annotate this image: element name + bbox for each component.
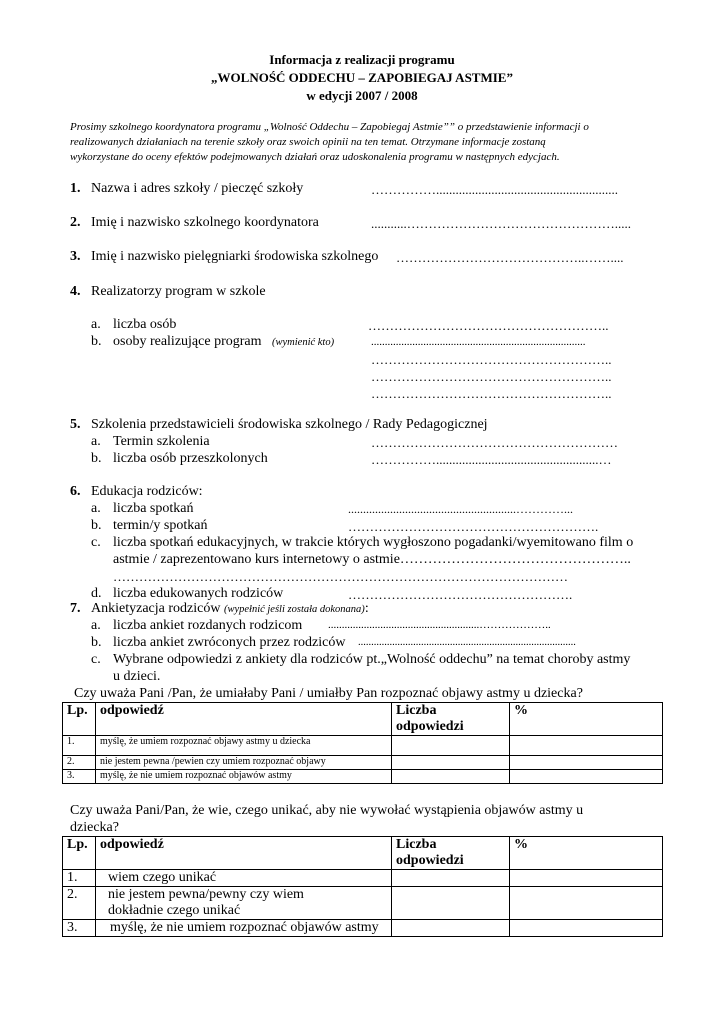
- cell-answer: myślę, że nie umiem rozpoznać objawów astmy: [96, 770, 392, 784]
- q7-label-text: Ankietyzacja rodziców: [91, 601, 221, 616]
- q4b-answer-field[interactable]: ………………………………………………..: [371, 386, 612, 401]
- cell-percent[interactable]: [510, 920, 663, 937]
- q6-number: 6.: [70, 484, 81, 499]
- cell-count[interactable]: [392, 870, 510, 887]
- q3-label: Imię i nazwisko pielęgniarki środowiska szkolnego: [91, 249, 379, 264]
- cell-answer: nie jestem pewna /pewien czy umiem rozpoznać objawy: [96, 756, 392, 770]
- table-row: [63, 920, 663, 937]
- q4b-note: (wymienić kto): [272, 337, 335, 348]
- q7-label: [91, 601, 369, 617]
- table-row: [63, 736, 663, 756]
- col-header-percent: %: [510, 837, 663, 870]
- q5b-answer-field[interactable]: ……………..................................................…: [371, 452, 612, 467]
- cell-answer: myślę, że umiem rozpoznać objawy astmy u dziecka: [96, 736, 392, 756]
- q7c-letter: c.: [91, 652, 101, 667]
- q7b-label: liczba ankiet zwróconych przez rodziców: [113, 635, 346, 650]
- intro-paragraph: [70, 120, 656, 165]
- q5b-letter: b.: [91, 451, 102, 466]
- table2: [62, 836, 663, 937]
- cell-percent[interactable]: [510, 770, 663, 784]
- q7-note: (wypełnić jeśli została dokonana): [223, 604, 365, 615]
- q4b-letter: b.: [91, 334, 102, 349]
- table2-question-line: dziecka?: [70, 820, 119, 835]
- q5a-letter: a.: [91, 434, 101, 449]
- cell-percent[interactable]: [510, 736, 663, 756]
- q4b-label: osoby realizujące program: [113, 334, 262, 349]
- q7a-label: liczba ankiet rozdanych rodzicom: [113, 618, 303, 633]
- table-row: [63, 770, 663, 784]
- q2-number: 2.: [70, 215, 81, 230]
- q3-answer-field[interactable]: ……………………………………..……....: [396, 250, 624, 265]
- q7a-letter: a.: [91, 618, 101, 633]
- col-header-count: Liczba odpowiedzi: [392, 703, 510, 736]
- q4-label: Realizatorzy program w szkole: [91, 284, 266, 299]
- table1-question: Czy uważa Pani /Pan, że umiałaby Pani / umiałby Pan rozpoznać objawy astmy u dziecka?: [74, 686, 583, 701]
- cell-answer: wiem czego unikać: [96, 870, 392, 887]
- q6c-letter: c.: [91, 535, 101, 550]
- q7b-letter: b.: [91, 635, 102, 650]
- q7c-line: u dzieci.: [113, 669, 161, 684]
- q6b-label: termin/y spotkań: [113, 518, 208, 533]
- col-header-answer: odpowiedź: [96, 837, 392, 870]
- q5-number: 5.: [70, 417, 81, 432]
- col-header-percent: %: [510, 703, 663, 736]
- cell-answer: nie jestem pewna/pewny czy wiem dokładnie czego unikać: [96, 887, 392, 920]
- cell-count[interactable]: [392, 756, 510, 770]
- q7b-answer-field[interactable]: ...................................................................................: [358, 637, 576, 648]
- q4b-answer-field[interactable]: ………………………………………………..: [371, 369, 612, 384]
- q6d-label: liczba edukowanych rodziców: [113, 586, 284, 601]
- cell-count[interactable]: [392, 736, 510, 756]
- cell-count[interactable]: [392, 920, 510, 937]
- q5a-label: Termin szkolenia: [113, 434, 210, 449]
- q6d-answer-field[interactable]: …………………………………………….: [348, 587, 573, 602]
- col-header-lp: Lp.: [63, 703, 96, 736]
- q6b-letter: b.: [91, 518, 102, 533]
- q6a-label: liczba spotkań: [113, 501, 194, 516]
- q2-answer-field[interactable]: ...........………………………………………….....: [371, 216, 631, 231]
- q1-label: Nazwa i adres szkoły / pieczęć szkoły: [91, 181, 304, 196]
- q4-number: 4.: [70, 284, 81, 299]
- q1-number: 1.: [70, 181, 81, 196]
- cell-percent[interactable]: [510, 887, 663, 920]
- title-line-1: Informacja z realizacji programu: [269, 52, 455, 67]
- intro-line: wykorzystane do oceny efektów podejmowanych działań oraz udoskonalenia programu w następnych edycjach.: [70, 151, 560, 163]
- intro-line: Prosimy szkolnego koordynatora programu „Wolność Oddechu – Zapobiegaj Astmie”” o przedstawienie informacji o: [70, 121, 589, 133]
- q4a-letter: a.: [91, 317, 101, 332]
- table2-question-line: Czy uważa Pani/Pan, że wie, czego unikać, aby nie wywołać wystąpienia objawów astmy u: [70, 803, 584, 818]
- q6-label: Edukacja rodziców:: [91, 484, 203, 499]
- q6c-line: liczba spotkań edukacyjnych, w trakcie których wygłoszono pogadanki/wyemitowano film o: [113, 535, 634, 550]
- q4a-answer-field[interactable]: ………………………………………………..: [368, 318, 609, 333]
- q3-number: 3.: [70, 249, 81, 264]
- title-line-2: „WOLNOŚĆ ODDECHU – ZAPOBIEGAJ ASTMIE”: [211, 70, 513, 85]
- col-header-lp: Lp.: [63, 837, 96, 870]
- cell-count[interactable]: [392, 770, 510, 784]
- q5-label: Szkolenia przedstawicieli środowiska szkolnego / Rady Pedagogicznej: [91, 417, 488, 432]
- title-line-3: w edycji 2007 / 2008: [306, 88, 418, 103]
- cell-percent[interactable]: [510, 870, 663, 887]
- cell-lp: 3.: [63, 920, 96, 937]
- q7-colon: :: [364, 601, 369, 616]
- table-header-row: [63, 703, 663, 736]
- table1: [62, 702, 663, 784]
- q4b-answer-field[interactable]: ..............................................................................: [371, 336, 586, 348]
- cell-count[interactable]: [392, 887, 510, 920]
- q6c-answer-field[interactable]: ……………………………………………………………………………………………: [113, 569, 568, 584]
- cell-answer: myślę, że nie umiem rozpoznać objawów astmy: [96, 920, 392, 937]
- cell-lp: 2.: [63, 756, 96, 770]
- intro-line: realizowanych działaniach na terenie szkoły oraz swoich opinii na ten temat. Otrzymane informacje zostaną: [70, 136, 546, 148]
- q4a-label: liczba osób: [113, 317, 177, 332]
- q4b-answer-field[interactable]: ………………………………………………..: [371, 352, 612, 367]
- q6b-answer-field[interactable]: ………………………………………………….: [348, 519, 599, 534]
- q5b-label: liczba osób przeszkolonych: [113, 451, 268, 466]
- table-row: [63, 756, 663, 770]
- q6a-letter: a.: [91, 501, 101, 516]
- cell-lp: 1.: [63, 736, 96, 756]
- table-row: [63, 887, 663, 920]
- cell-lp: 2.: [63, 887, 96, 920]
- cell-lp: 3.: [63, 770, 96, 784]
- cell-lp: 1.: [63, 870, 96, 887]
- col-header-answer: odpowiedź: [96, 703, 392, 736]
- table-row: [63, 870, 663, 887]
- q7c-line: Wybrane odpowiedzi z ankiety dla rodziców pt.„Wolność oddechu” na temat choroby astmy: [113, 652, 631, 667]
- cell-percent[interactable]: [510, 756, 663, 770]
- q6c-line[interactable]: astmie / zaprezentowano kurs internetowy o astmie…………………………………………..: [113, 552, 631, 567]
- q1-answer-field[interactable]: ……………........................................................: [371, 182, 618, 197]
- q7a-answer-field[interactable]: .......................................................………………..: [328, 619, 551, 631]
- q5a-answer-field[interactable]: …………………………………………………: [371, 435, 618, 450]
- q6d-letter: d.: [91, 586, 102, 601]
- col-header-count: Liczba odpowiedzi: [392, 837, 510, 870]
- q2-label: Imię i nazwisko szkolnego koordynatora: [91, 215, 319, 230]
- q7-number: 7.: [70, 601, 81, 616]
- q6a-answer-field[interactable]: ........................................................…………...: [348, 502, 573, 516]
- table-header-row: [63, 837, 663, 870]
